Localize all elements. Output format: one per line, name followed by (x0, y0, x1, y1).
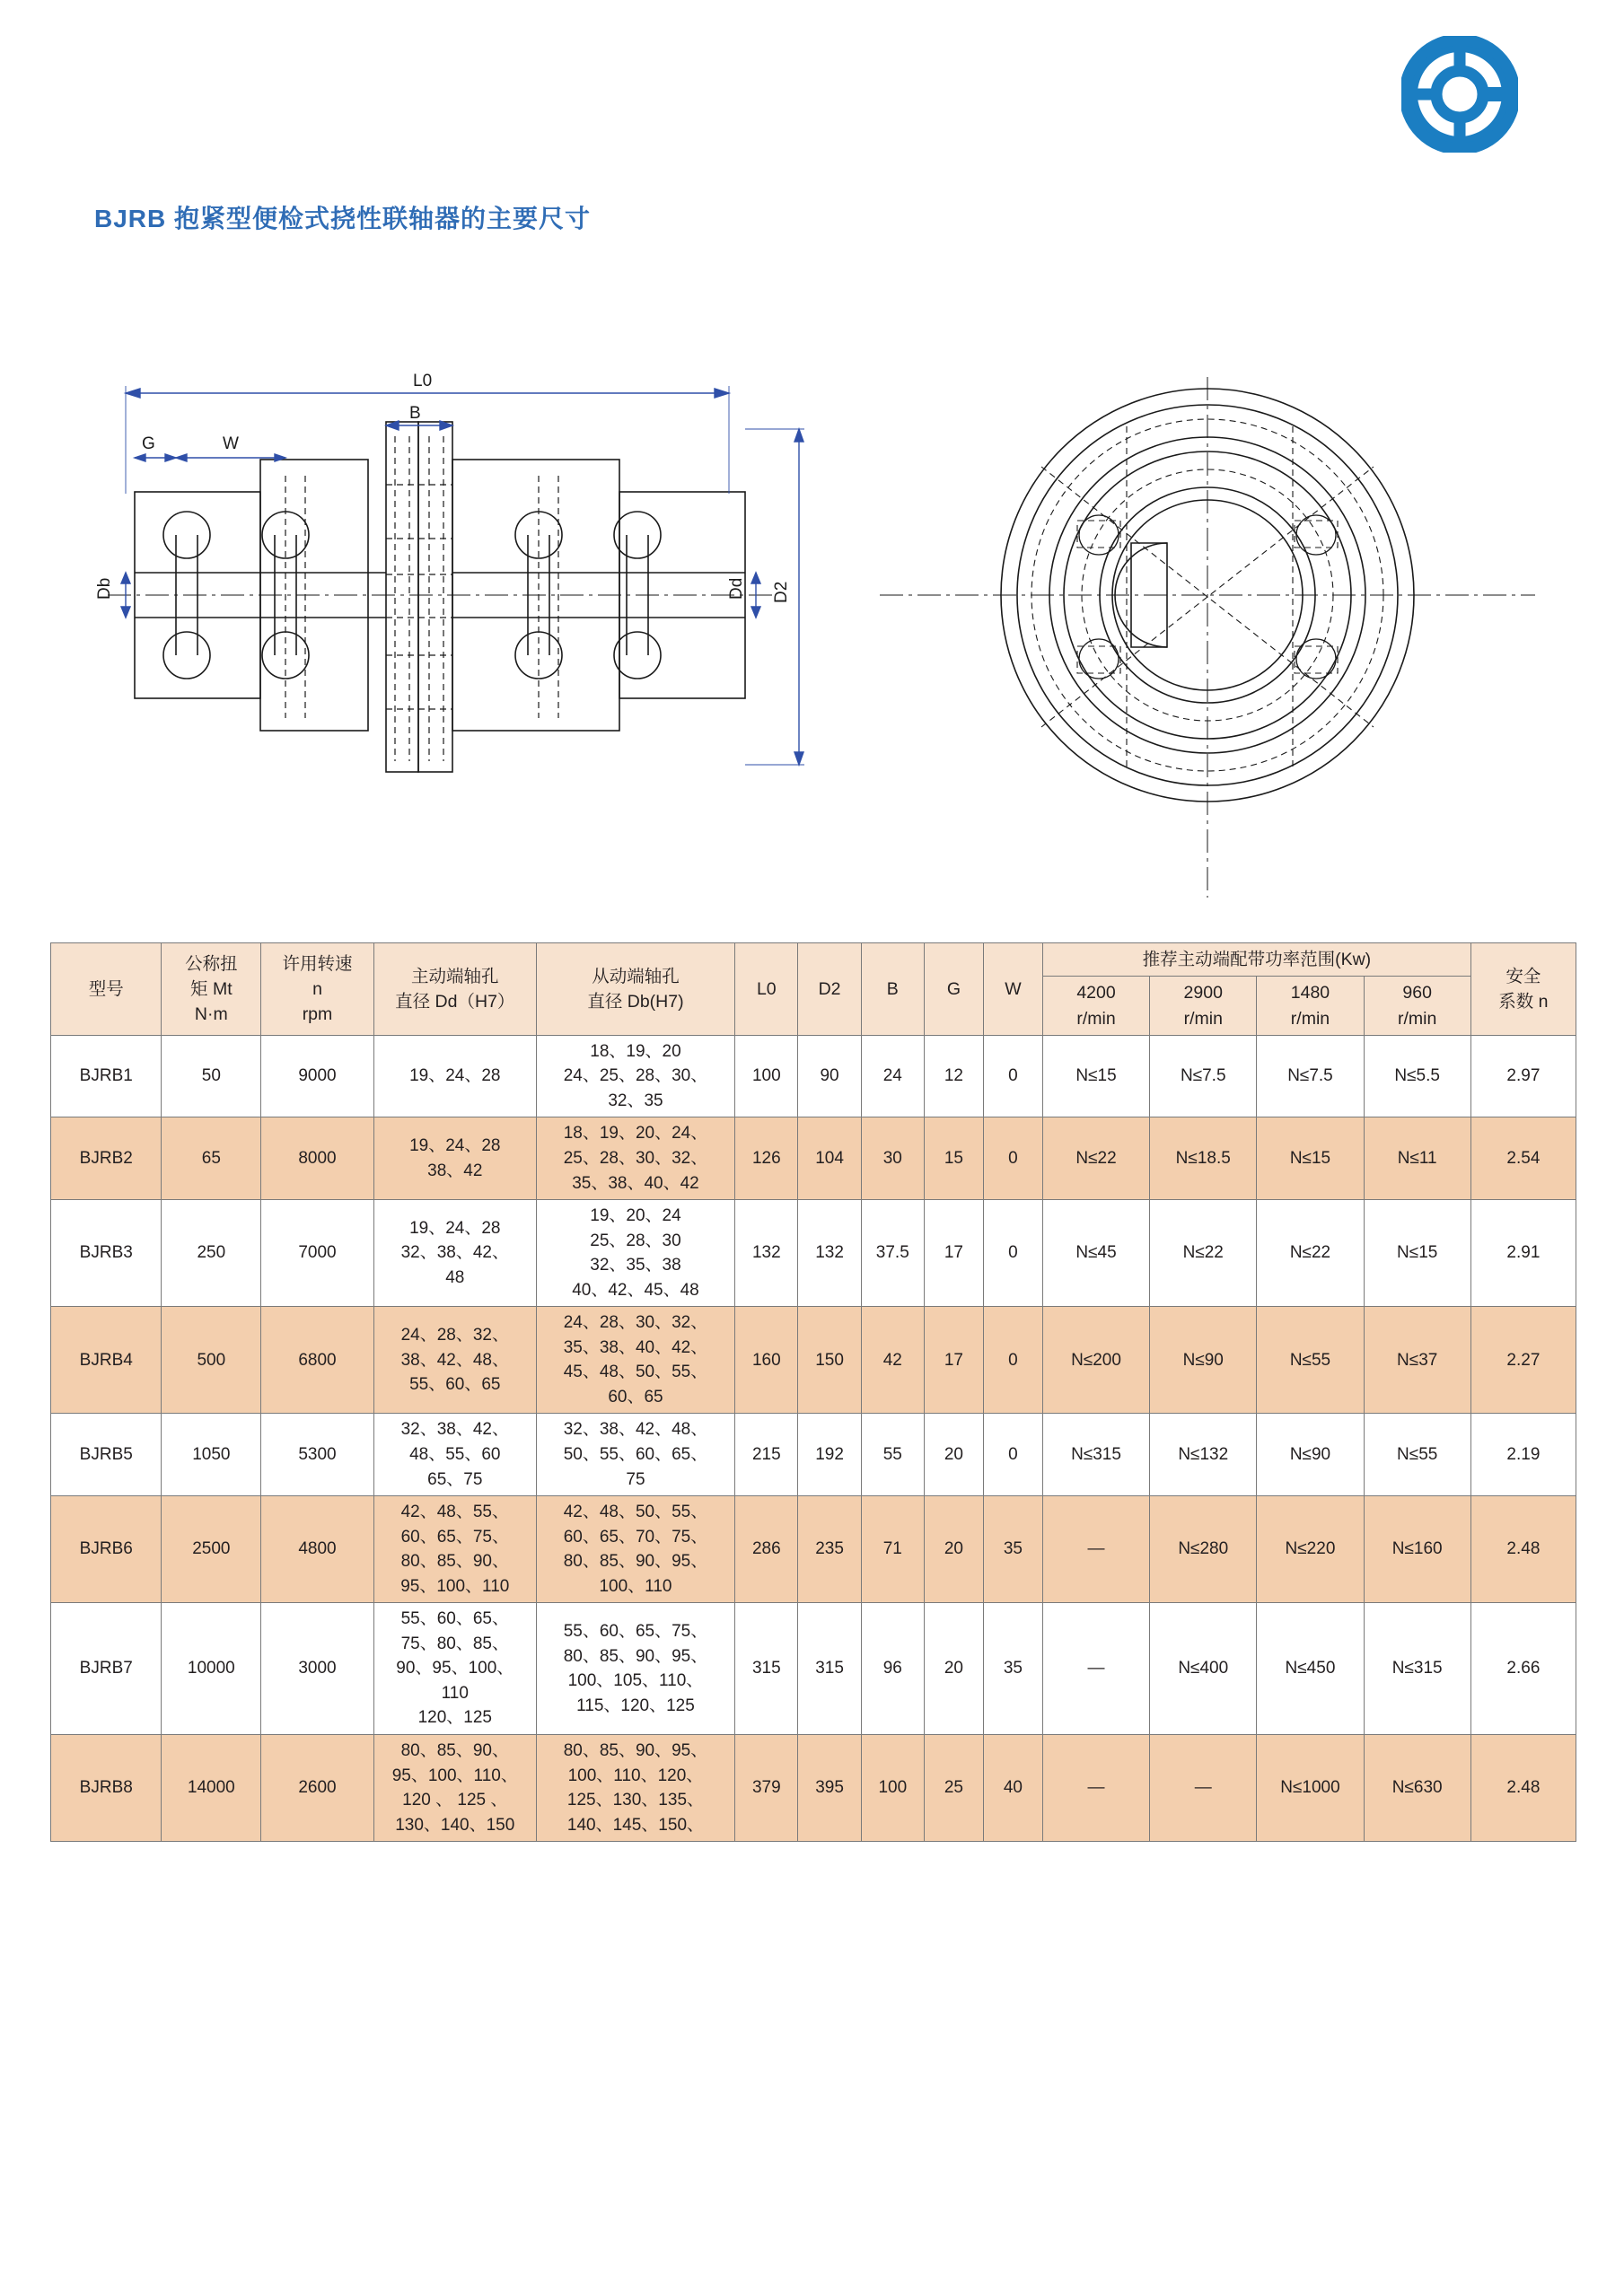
header-model: 型号 (51, 943, 162, 1036)
cell-l0: 126 (735, 1117, 798, 1200)
cell-p1480: N≤55 (1257, 1307, 1364, 1414)
cell-w: 0 (983, 1035, 1042, 1117)
cell-b: 42 (861, 1307, 924, 1414)
cell-rpm: 7000 (261, 1200, 374, 1307)
cell-p1480: N≤15 (1257, 1117, 1364, 1200)
cell-model: BJRB5 (51, 1414, 162, 1496)
cell-d2: 104 (798, 1117, 861, 1200)
cell-p1480: N≤22 (1257, 1200, 1364, 1307)
table-header-row-1 (51, 943, 1576, 977)
cell-model: BJRB6 (51, 1496, 162, 1603)
cell-rpm: 2600 (261, 1735, 374, 1842)
cell-safety: 2.97 (1470, 1035, 1576, 1117)
cell-torque: 50 (162, 1035, 261, 1117)
table-row (51, 1307, 1576, 1414)
cell-p2900: — (1150, 1735, 1257, 1842)
cell-p4200: N≤45 (1042, 1200, 1149, 1307)
cell-db: 32、38、42、48、 50、55、60、65、 75 (536, 1414, 734, 1496)
cell-model: BJRB8 (51, 1735, 162, 1842)
cell-d2: 315 (798, 1603, 861, 1735)
cell-p2900: N≤90 (1150, 1307, 1257, 1414)
specification-table (50, 942, 1576, 1842)
cell-dd: 24、28、32、 38、42、48、 55、60、65 (373, 1307, 536, 1414)
cell-g: 20 (924, 1496, 983, 1603)
cell-p4200: — (1042, 1735, 1149, 1842)
table-row (51, 1035, 1576, 1117)
cell-g: 17 (924, 1307, 983, 1414)
cell-b: 100 (861, 1735, 924, 1842)
cell-dd: 32、38、42、 48、55、60 65、75 (373, 1414, 536, 1496)
header-power-2900: 2900 r/min (1150, 977, 1257, 1036)
cell-db: 18、19、20、24、 25、28、30、32、 35、38、40、42 (536, 1117, 734, 1200)
cell-safety: 2.48 (1470, 1735, 1576, 1842)
cell-rpm: 3000 (261, 1603, 374, 1735)
cell-p2900: N≤22 (1150, 1200, 1257, 1307)
dim-label-d2: D2 (772, 581, 791, 603)
cell-torque: 250 (162, 1200, 261, 1307)
cell-b: 37.5 (861, 1200, 924, 1307)
header-power-4200: 4200 r/min (1042, 977, 1149, 1036)
cell-w: 0 (983, 1200, 1042, 1307)
cell-l0: 132 (735, 1200, 798, 1307)
cell-db: 55、60、65、75、 80、85、90、95、 100、105、110、 115、120、125 (536, 1603, 734, 1735)
cell-w: 35 (983, 1603, 1042, 1735)
cell-b: 96 (861, 1603, 924, 1735)
header-power-1480: 1480 r/min (1257, 977, 1364, 1036)
cell-model: BJRB2 (51, 1117, 162, 1200)
cell-p2900: N≤7.5 (1150, 1035, 1257, 1117)
cell-torque: 14000 (162, 1735, 261, 1842)
table-row (51, 1200, 1576, 1307)
cell-g: 20 (924, 1603, 983, 1735)
cell-b: 55 (861, 1414, 924, 1496)
cell-d2: 395 (798, 1735, 861, 1842)
cell-p4200: — (1042, 1496, 1149, 1603)
cell-d2: 150 (798, 1307, 861, 1414)
header-g: G (924, 943, 983, 1036)
cell-p960: N≤630 (1364, 1735, 1470, 1842)
coupling-technical-drawing (90, 359, 1544, 933)
cell-b: 24 (861, 1035, 924, 1117)
cell-p960: N≤160 (1364, 1496, 1470, 1603)
cell-safety: 2.54 (1470, 1117, 1576, 1200)
cell-b: 30 (861, 1117, 924, 1200)
cell-p2900: N≤280 (1150, 1496, 1257, 1603)
dim-label-b: B (409, 404, 421, 423)
cell-p960: N≤15 (1364, 1200, 1470, 1307)
cell-torque: 500 (162, 1307, 261, 1414)
cell-w: 40 (983, 1735, 1042, 1842)
company-logo (1401, 36, 1518, 153)
cell-p1480: N≤450 (1257, 1603, 1364, 1735)
cell-rpm: 4800 (261, 1496, 374, 1603)
cell-l0: 100 (735, 1035, 798, 1117)
dim-label-db: Db (95, 577, 114, 600)
cell-p960: N≤55 (1364, 1414, 1470, 1496)
cell-p960: N≤11 (1364, 1117, 1470, 1200)
header-rpm: 许用转速 n rpm (261, 943, 374, 1036)
cell-dd: 19、24、28 32、38、42、 48 (373, 1200, 536, 1307)
table-row (51, 1117, 1576, 1200)
dim-label-w: W (223, 434, 239, 453)
cell-dd: 80、85、90、 95、100、110、 120 、 125 、 130、140、150 (373, 1735, 536, 1842)
cell-g: 12 (924, 1035, 983, 1117)
cell-p4200: N≤22 (1042, 1117, 1149, 1200)
cell-p4200: — (1042, 1603, 1149, 1735)
cell-rpm: 8000 (261, 1117, 374, 1200)
cell-l0: 215 (735, 1414, 798, 1496)
cell-p960: N≤5.5 (1364, 1035, 1470, 1117)
cell-g: 17 (924, 1200, 983, 1307)
cell-rpm: 9000 (261, 1035, 374, 1117)
cell-p4200: N≤200 (1042, 1307, 1149, 1414)
cell-rpm: 6800 (261, 1307, 374, 1414)
header-power-group: 推荐主动端配带功率范围(Kw) (1042, 943, 1470, 977)
specification-table-wrap (50, 942, 1576, 1842)
cell-p2900: N≤400 (1150, 1603, 1257, 1735)
cell-p1480: N≤220 (1257, 1496, 1364, 1603)
header-safety: 安全 系数 n (1470, 943, 1576, 1036)
cell-torque: 10000 (162, 1603, 261, 1735)
header-b: B (861, 943, 924, 1036)
cell-dd: 19、24、28 38、42 (373, 1117, 536, 1200)
cell-db: 18、19、20 24、25、28、30、 32、35 (536, 1035, 734, 1117)
cell-d2: 192 (798, 1414, 861, 1496)
cell-dd: 55、60、65、 75、80、85、 90、95、100、 110 120、125 (373, 1603, 536, 1735)
cell-rpm: 5300 (261, 1414, 374, 1496)
header-driven-bore: 从动端轴孔 直径 Db(H7) (536, 943, 734, 1036)
header-power-960: 960 r/min (1364, 977, 1470, 1036)
cell-db: 19、20、24 25、28、30 32、35、38 40、42、45、48 (536, 1200, 734, 1307)
cell-db: 24、28、30、32、 35、38、40、42、 45、48、50、55、 60、65 (536, 1307, 734, 1414)
dim-label-l0: L0 (413, 372, 433, 390)
cell-p4200: N≤15 (1042, 1035, 1149, 1117)
cell-safety: 2.27 (1470, 1307, 1576, 1414)
cell-torque: 1050 (162, 1414, 261, 1496)
table-row (51, 1603, 1576, 1735)
cell-safety: 2.91 (1470, 1200, 1576, 1307)
cell-l0: 379 (735, 1735, 798, 1842)
header-drive-bore: 主动端轴孔 直径 Dd（H7） (373, 943, 536, 1036)
cell-d2: 90 (798, 1035, 861, 1117)
cell-model: BJRB4 (51, 1307, 162, 1414)
cell-dd: 19、24、28 (373, 1035, 536, 1117)
header-torque: 公称扭 矩 Mt N·m (162, 943, 261, 1036)
cell-p2900: N≤132 (1150, 1414, 1257, 1496)
header-w: W (983, 943, 1042, 1036)
cell-torque: 2500 (162, 1496, 261, 1603)
cell-db: 42、48、50、55、 60、65、70、75、 80、85、90、95、 100、110 (536, 1496, 734, 1603)
cell-d2: 235 (798, 1496, 861, 1603)
cell-b: 71 (861, 1496, 924, 1603)
header-l0: L0 (735, 943, 798, 1036)
cell-safety: 2.19 (1470, 1414, 1576, 1496)
cell-l0: 160 (735, 1307, 798, 1414)
cell-model: BJRB3 (51, 1200, 162, 1307)
cell-w: 0 (983, 1117, 1042, 1200)
cell-model: BJRB7 (51, 1603, 162, 1735)
cell-l0: 315 (735, 1603, 798, 1735)
table-row (51, 1414, 1576, 1496)
table-row (51, 1735, 1576, 1842)
cell-model: BJRB1 (51, 1035, 162, 1117)
cell-g: 20 (924, 1414, 983, 1496)
cell-safety: 2.66 (1470, 1603, 1576, 1735)
cell-db: 80、85、90、95、 100、110、120、 125、130、135、 140、145、150、 (536, 1735, 734, 1842)
cell-w: 35 (983, 1496, 1042, 1603)
page-title: BJRB 抱紧型便检式挠性联轴器的主要尺寸 (94, 205, 592, 232)
cell-g: 25 (924, 1735, 983, 1842)
drawing-svg (90, 359, 1544, 933)
cell-p2900: N≤18.5 (1150, 1117, 1257, 1200)
cell-safety: 2.48 (1470, 1496, 1576, 1603)
cell-p960: N≤315 (1364, 1603, 1470, 1735)
cell-dd: 42、48、55、 60、65、75、 80、85、90、 95、100、110 (373, 1496, 536, 1603)
cell-w: 0 (983, 1414, 1042, 1496)
gear-logo-icon (1401, 36, 1518, 153)
cell-g: 15 (924, 1117, 983, 1200)
cell-d2: 132 (798, 1200, 861, 1307)
cell-p1480: N≤1000 (1257, 1735, 1364, 1842)
cell-p4200: N≤315 (1042, 1414, 1149, 1496)
cell-l0: 286 (735, 1496, 798, 1603)
cell-p1480: N≤90 (1257, 1414, 1364, 1496)
dim-label-dd: Dd (727, 577, 746, 600)
header-d2: D2 (798, 943, 861, 1036)
cell-p1480: N≤7.5 (1257, 1035, 1364, 1117)
cell-p960: N≤37 (1364, 1307, 1470, 1414)
dim-label-g: G (142, 434, 155, 453)
table-row (51, 1496, 1576, 1603)
cell-torque: 65 (162, 1117, 261, 1200)
cell-w: 0 (983, 1307, 1042, 1414)
